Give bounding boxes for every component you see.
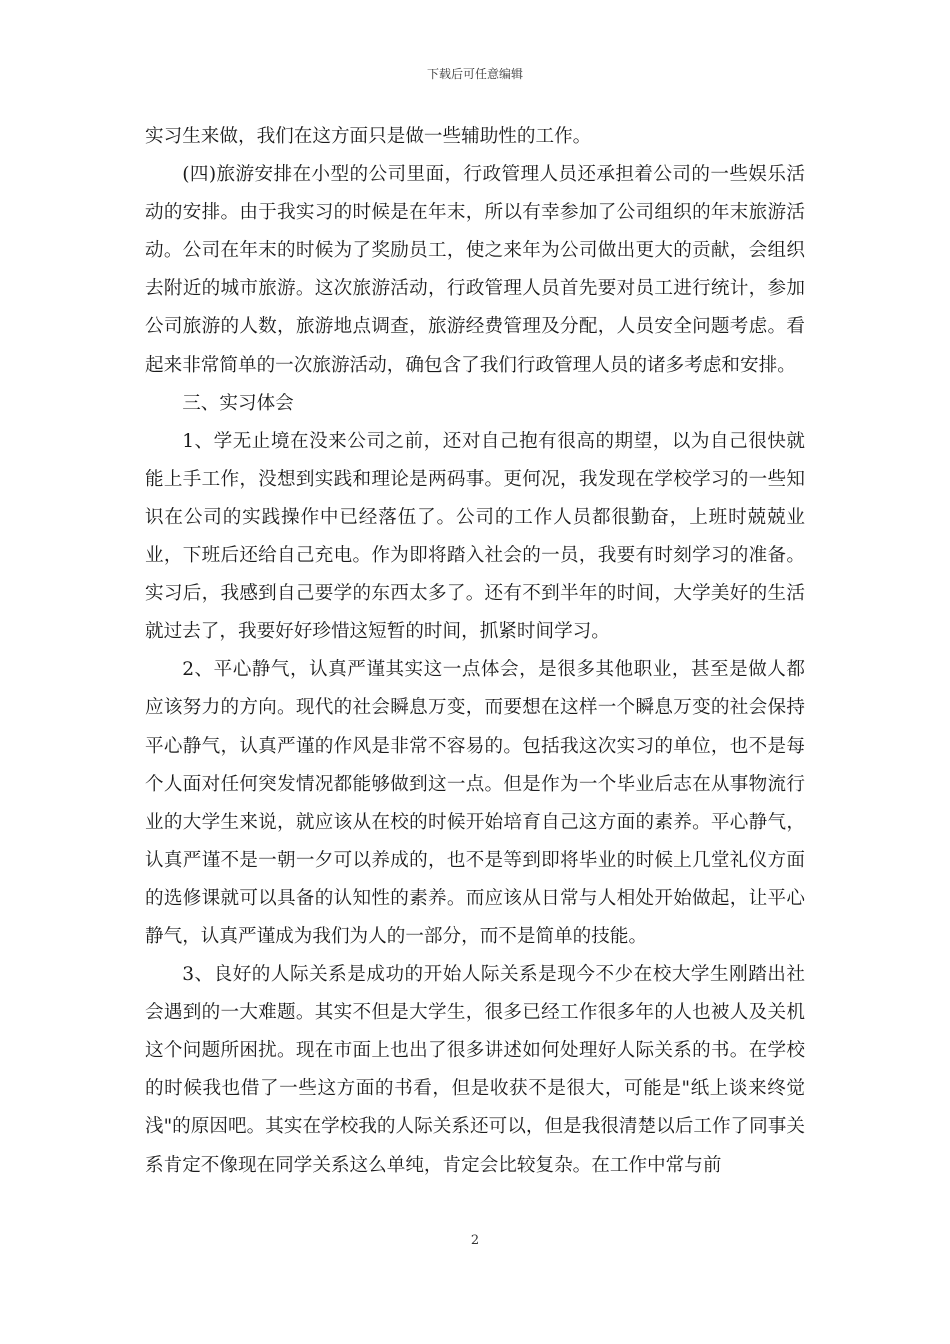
page-header: 下载后可任意编辑	[426, 67, 523, 81]
paragraph-interpersonal-relations: 3、良好的人际关系是成功的开始人际关系是现今不少在校大学生刚踏出社会遇到的一大难题。其实不但是大学生，很多已经工作很多年的人也被人及关机这个问题所困扰。现在市面上也出了很多讲述如何处理好人际关系的书。在学校的时候我也借了一些这方面的书看，但是收获不是很大，可能是"纸上谈来终觉浅"的原因吧。其实在学校我的人际关系还可以，但是我很清楚以后工作了同事关系肯定不像现在同学关系这么单纯，肯定会比较复杂。在工作中常与前	[145, 964, 805, 1176]
section-heading-internship-experience: 三、实习体会	[182, 392, 294, 414]
paragraph-travel-arrangement: (四)旅游安排在小型的公司里面，行政管理人员还承担着公司的一些娱乐活动的安排。由于我实习的时候是在年末，所以有幸参加了公司组织的年末旅游活动。公司在年末的时候为了奖励员工，使之来年为公司做出更大的贡献，会组织去附近的城市旅游。这次旅游活动，行政管理人员首先要对员工进行统计，参加公司旅游的人数，旅游地点调查，旅游经费管理及分配，人员安全问题考虑。看起来非常简单的一次旅游活动，确包含了我们行政管理人员的诸多考虑和安排。	[145, 164, 805, 376]
paragraph-continuation: 实习生来做，我们在这方面只是做一些辅助性的工作。	[145, 126, 592, 147]
document-body	[145, 118, 805, 1185]
paragraph-endless-learning: 1、学无止境在没来公司之前，还对自己抱有很高的期望，以为自己很快就能上手工作，没想到实践和理论是两码事。更何况，我发现在学校学习的一些知识在公司的实践操作中已经落伍了。公司的工作人员都很勤奋，上班时兢兢业业，下班后还给自己充电。作为即将踏入社会的一员，我要有时刻学习的准备。实习后，我感到自己要学的东西太多了。还有不到半年的时间，大学美好的生活就过去了，我要好好珍惜这短暂的时间，抓紧时间学习。	[145, 430, 805, 643]
paragraph-calm-and-rigorous: 2、平心静气，认真严谨其实这一点体会，是很多其他职业，甚至是做人都应该努力的方向。现代的社会瞬息万变，而要想在这样一个瞬息万变的社会保持平心静气，认真严谨的作风是非常不容易的。包括我这次实习的单位，也不是每个人面对任何突发情况都能够做到这一点。但是作为一个毕业后志在从事物流行业的大学生来说，就应该从在校的时候开始培育自己这方面的素养。平心静气，认真严谨不是一朝一夕可以养成的，也不是等到即将毕业的时候上几堂礼仪方面的选修课就可以具备的认知性的素养。而应该从日常与人相处开始做起，让平心静气，认真严谨成为我们为人的一部分，而不是简单的技能。	[145, 659, 805, 947]
page-number: 2	[470, 1233, 480, 1248]
